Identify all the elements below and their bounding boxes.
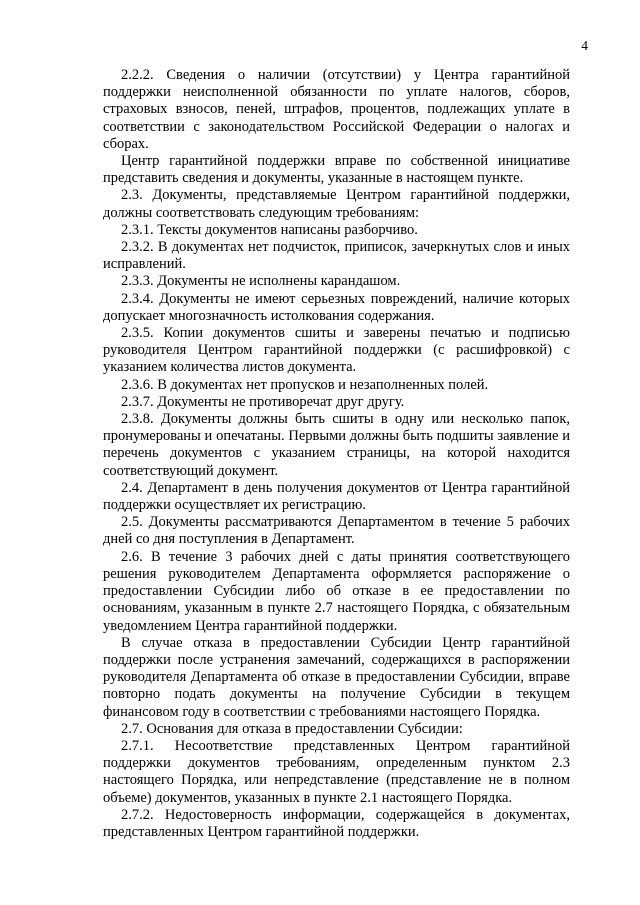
paragraph-2-3: 2.3. Документы, представляемые Центром гарантийной поддержки, должны соответствовать следующим требованиям: bbox=[103, 187, 570, 221]
paragraph-2-7: 2.7. Основания для отказа в предоставлении Субсидии: bbox=[121, 720, 463, 737]
paragraph-2-3-4: 2.3.4. Документы не имеют серьезных повреждений, наличие которых допускает многозначность истолкования содержания. bbox=[103, 290, 570, 324]
paragraph-2-2-2: 2.2.2. Сведения о наличии (отсутствии) у Центра гарантийной поддержки неисполненной обязанности по уплате налогов, сборов, страховых взносов, пеней, штрафов, процентов, подлежащих уплате в соответствии с законодательством Российской Федерации о налогах и сборах. bbox=[103, 67, 570, 152]
paragraph-2-7-2: 2.7.2. Недостоверность информации, содержащейся в документах, представленных Центром гарантийной поддержки. bbox=[103, 806, 570, 840]
paragraph-2-5: 2.5. Документы рассматриваются Департаментом в течение 5 рабочих дней со дня поступления в Департамент. bbox=[103, 514, 570, 548]
paragraph-2-3-6: 2.3.6. В документах нет пропусков и незаполненных полей. bbox=[121, 376, 489, 393]
paragraph-2-3-3: 2.3.3. Документы не исполнены карандашом. bbox=[121, 273, 401, 290]
paragraph-2-3-5: 2.3.5. Копии документов сшиты и заверены печатью и подписью руководителя Центром гарантийной поддержки (с расшифровкой) с указанием количества листов документа. bbox=[103, 325, 570, 376]
paragraph-2-7-1: 2.7.1. Несоответствие представленных Центром гарантийной поддержки документов требованиям, определенным пунктом 2.3 настоящего Порядка, или непредставление (представление не в полном объеме) документов, указанных в пункте 2.1 настоящего Порядка. bbox=[103, 737, 570, 806]
paragraph-2-3-2: 2.3.2. В документах нет подчисток, приписок, зачеркнутых слов и иных исправлений. bbox=[103, 239, 570, 273]
paragraph-2-3-8: 2.3.8. Документы должны быть сшиты в одну или несколько папок, пронумерованы и опечатаны. Первыми должны быть подшиты заявление и перечень документов с указанием страницы, на которой находится соответствующий документ. bbox=[103, 411, 570, 479]
paragraph-2-3-7: 2.3.7. Документы не противоречат друг другу. bbox=[121, 393, 405, 410]
paragraph-2-3-1: 2.3.1. Тексты документов написаны разборчиво. bbox=[121, 221, 418, 238]
paragraph-initiative: Центр гарантийной поддержки вправе по собственной инициативе представить сведения и документы, указанные в настоящем пункте. bbox=[103, 153, 570, 187]
paragraph-2-4: 2.4. Департамент в день получения документов от Центра гарантийной поддержки осуществляет их регистрацию. bbox=[103, 479, 570, 514]
page-number: 4 bbox=[581, 38, 588, 53]
paragraph-2-6: 2.6. В течение 3 рабочих дней с даты принятия соответствующего решения руководителем Департамента оформляется распоряжение о предоставлении Субсидии либо об отказе в ее предоставлении по основаниям, указанным в пункте 2.7 настоящего Порядка, с обязательным уведомлением Центра гарантийной поддержки. bbox=[103, 548, 570, 634]
document-body bbox=[103, 67, 570, 841]
paragraph-refusal-case: В случае отказа в предоставлении Субсидии Центр гарантийной поддержки после устранения замечаний, содержащихся в распоряжении руководителя Департамента об отказе в предоставлении Субсидии, вправе повторно подать документы на получение Субсидии в текущем финансовом году в соответствии с требованиями настоящего Порядка. bbox=[103, 634, 570, 720]
